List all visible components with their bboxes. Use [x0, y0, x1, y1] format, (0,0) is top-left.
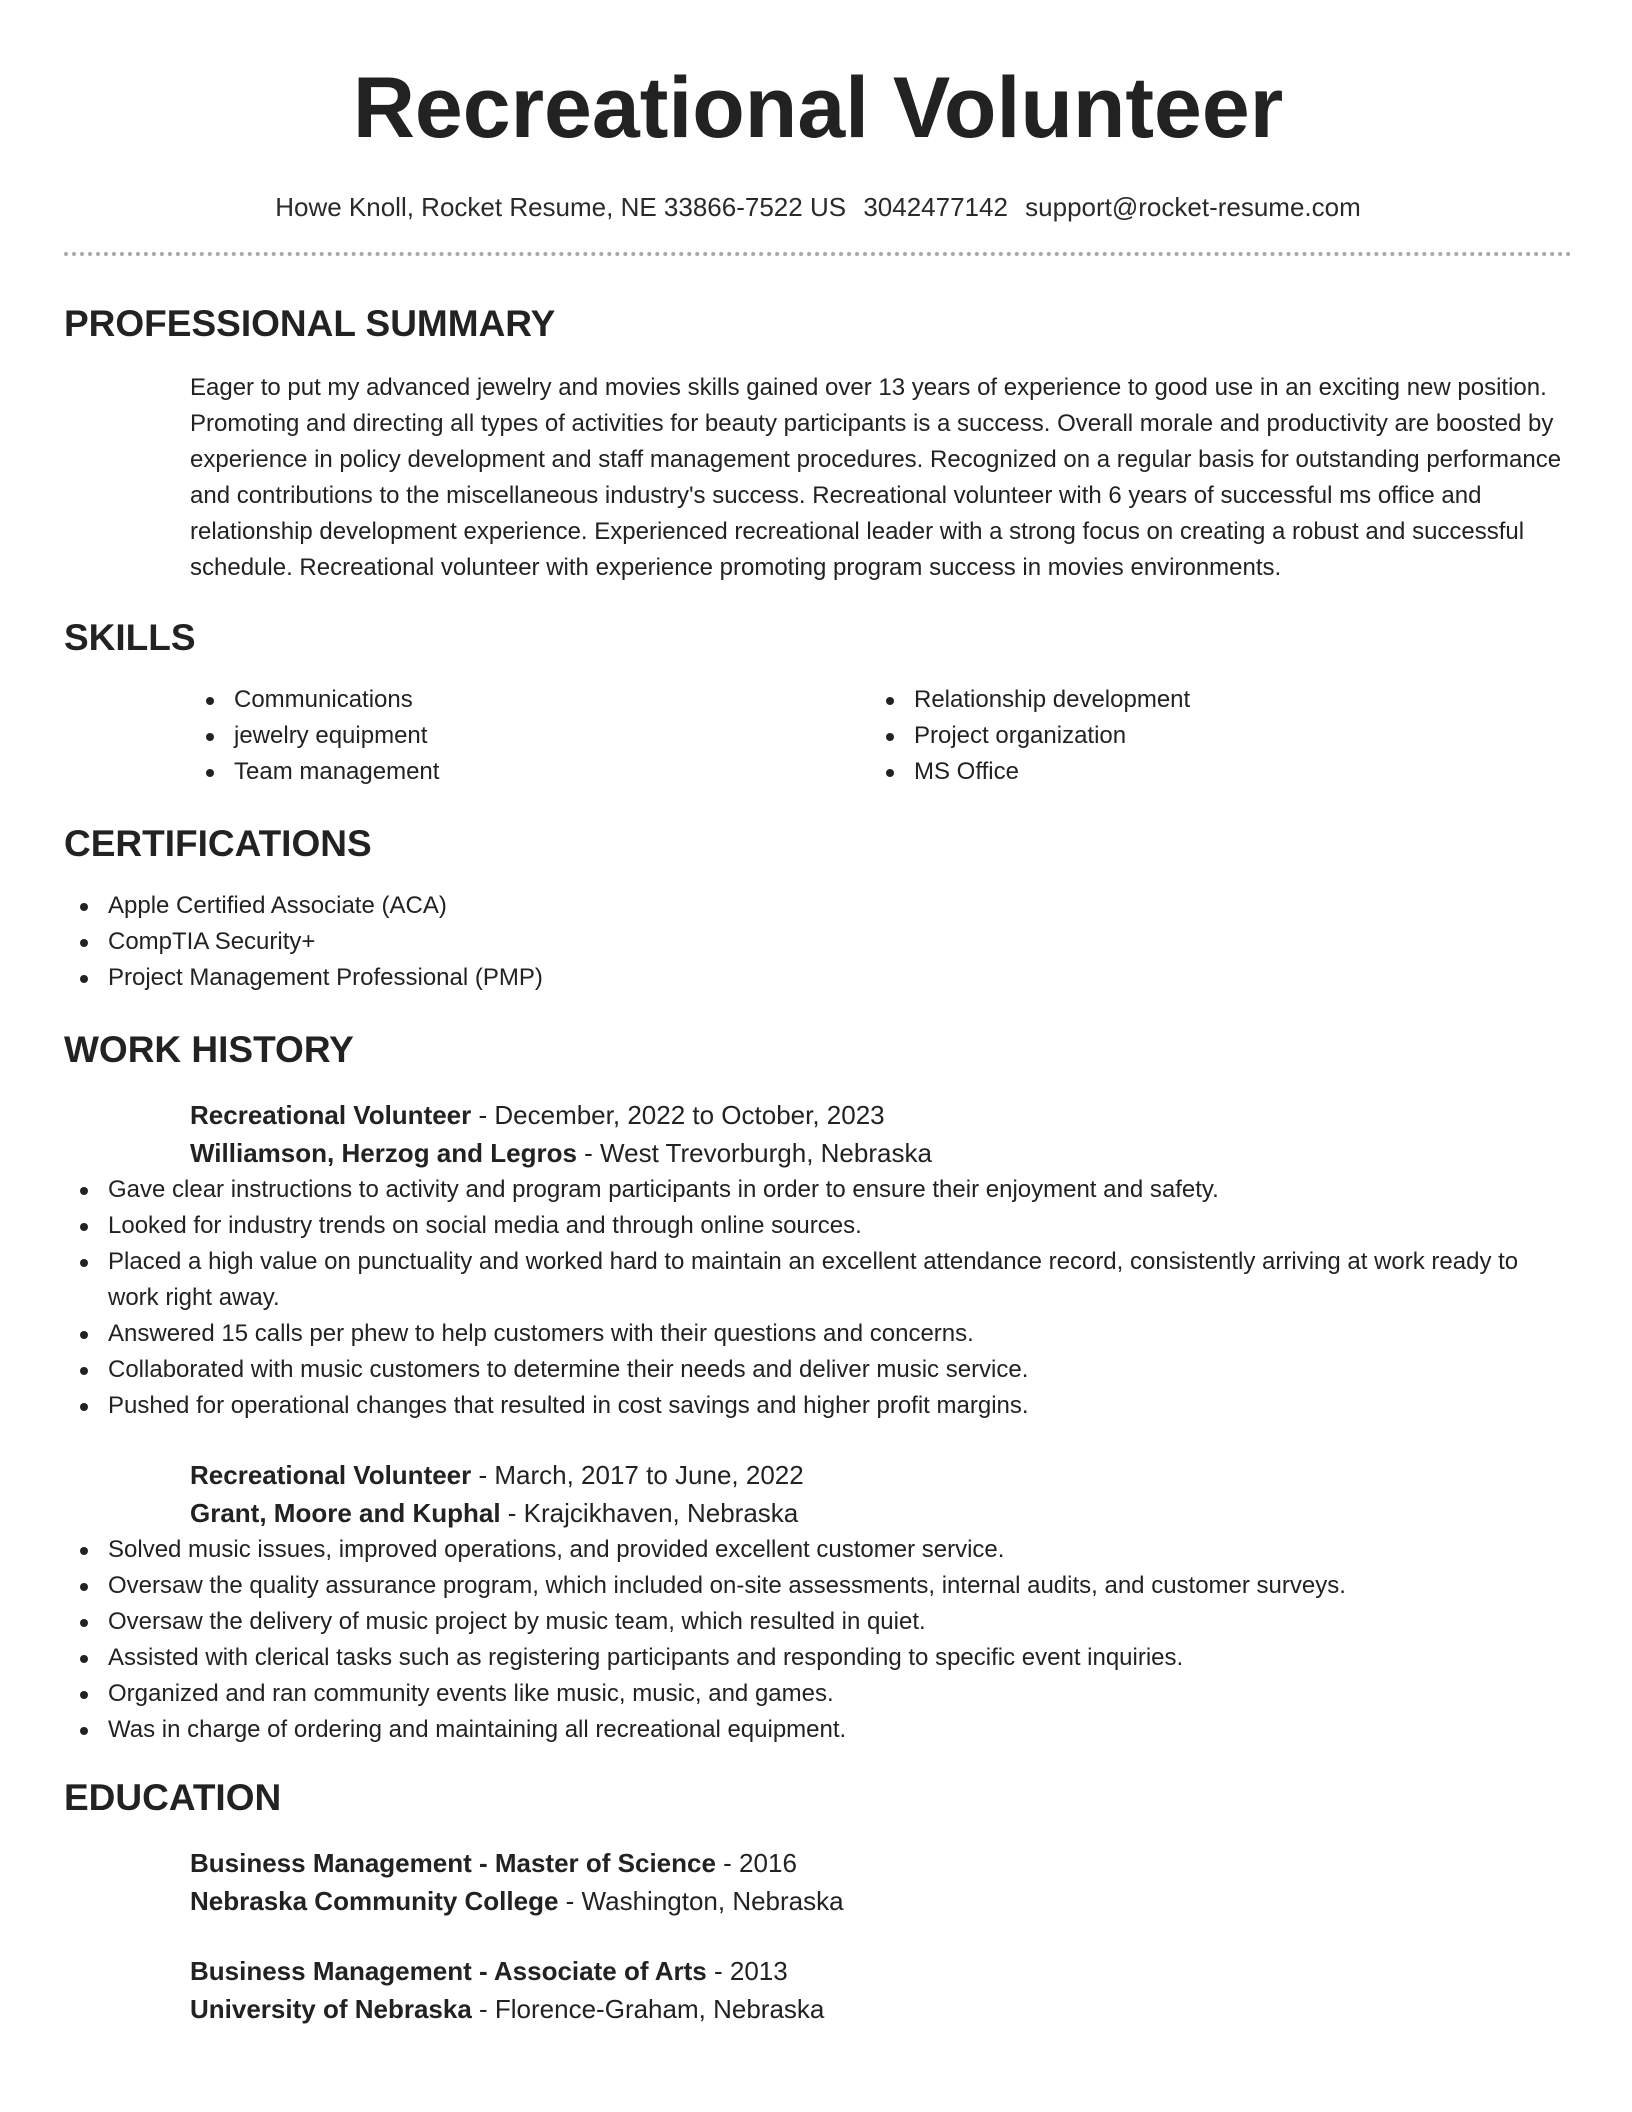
- job-company-line: [190, 1494, 1572, 1532]
- job-company: Williamson, Herzog and Legros: [190, 1138, 577, 1168]
- certifications-section: [64, 822, 1572, 996]
- job-location: - West Trevorburgh, Nebraska: [576, 1138, 932, 1168]
- list-item: Oversaw the quality assurance program, which included on-site assessments, internal audits, and customer surveys.: [64, 1568, 1572, 1604]
- job-company: Grant, Moore and Kuphal: [190, 1498, 501, 1528]
- job-dates: - December, 2022 to October, 2023: [471, 1100, 885, 1130]
- list-item: Apple Certified Associate (ACA): [64, 888, 1572, 924]
- list-item: Gave clear instructions to activity and program participants in order to ensure their enjoyment and safety.: [64, 1172, 1572, 1208]
- education-entry: [190, 1952, 1572, 2028]
- education-section: [64, 1776, 1572, 2028]
- education-school-line: [190, 1882, 1572, 1920]
- list-item: Project Management Professional (PMP): [64, 960, 1572, 996]
- job-role: Recreational Volunteer: [190, 1460, 472, 1490]
- education-degree-line: [190, 1952, 1572, 1990]
- education-year: - 2016: [715, 1848, 797, 1878]
- education-location: - Florence-Graham, Nebraska: [471, 1994, 825, 2024]
- education-school: Nebraska Community College: [190, 1886, 559, 1916]
- education-entry: [190, 1844, 1572, 1920]
- list-item: Organized and ran community events like music, music, and games.: [64, 1676, 1572, 1712]
- list-item: MS Office: [870, 754, 1550, 790]
- education-degree-line: [190, 1844, 1572, 1882]
- certifications-heading: CERTIFICATIONS: [64, 823, 372, 864]
- job-title-line: [190, 1096, 1572, 1134]
- education-location: - Washington, Nebraska: [558, 1886, 844, 1916]
- education-degree: Business Management - Master of Science: [190, 1848, 716, 1878]
- list-item: Collaborated with music customers to determine their needs and deliver music service.: [64, 1352, 1572, 1388]
- work-history-heading: WORK HISTORY: [64, 1029, 354, 1070]
- list-item: Communications: [190, 682, 870, 718]
- job-bullets: [64, 1532, 1572, 1748]
- certifications-list: [64, 888, 1572, 996]
- list-item: Pushed for operational changes that resulted in cost savings and higher profit margins.: [64, 1388, 1572, 1424]
- skills-column-left: [190, 682, 870, 790]
- list-item: Placed a high value on punctuality and worked hard to maintain an excellent attendance record, consistently arriving at work ready to work right away.: [64, 1244, 1572, 1316]
- education-school: University of Nebraska: [190, 1994, 472, 2024]
- summary-heading: PROFESSIONAL SUMMARY: [64, 303, 556, 344]
- job-title-line: [190, 1456, 1572, 1494]
- work-history-section: [64, 1028, 1572, 1748]
- contact-address: Howe Knoll, Rocket Resume, NE 33866-7522 US: [275, 192, 847, 222]
- header-divider: [64, 252, 1572, 256]
- list-item: Answered 15 calls per phew to help customers with their questions and concerns.: [64, 1316, 1572, 1352]
- contact-email[interactable]: support@rocket-resume.com: [1025, 192, 1361, 222]
- skills-list: [190, 682, 1572, 790]
- list-item: Looked for industry trends on social media and through online sources.: [64, 1208, 1572, 1244]
- job-entry: [190, 1096, 1572, 1172]
- contact-phone: 3042477142: [863, 192, 1008, 222]
- job-company-line: [190, 1134, 1572, 1172]
- list-item: jewelry equipment: [190, 718, 870, 754]
- skills-heading: SKILLS: [64, 617, 196, 658]
- resume-page: [64, 0, 1572, 2028]
- job-location: - Krajcikhaven, Nebraska: [500, 1498, 799, 1528]
- list-item: Assisted with clerical tasks such as registering participants and responding to specific event inquiries.: [64, 1640, 1572, 1676]
- list-item: CompTIA Security+: [64, 924, 1572, 960]
- skills-column-right: [870, 682, 1550, 790]
- education-degree: Business Management - Associate of Arts: [190, 1956, 707, 1986]
- list-item: Relationship development: [870, 682, 1550, 718]
- job-role: Recreational Volunteer: [190, 1100, 472, 1130]
- candidate-name: Recreational Volunteer: [352, 60, 1284, 156]
- list-item: Oversaw the delivery of music project by music team, which resulted in quiet.: [64, 1604, 1572, 1640]
- contact-line: [64, 190, 1572, 224]
- job-dates: - March, 2017 to June, 2022: [471, 1460, 804, 1490]
- summary-text: Eager to put my advanced jewelry and movies skills gained over 13 years of experience to good use in an exciting new position. Promoting and directing all types of activities for beauty participants is a success. Overall morale and productivity are boosted by experience in policy development and staff management procedures. Recognized on a regular basis for outstanding performance and contributions to the miscellaneous industry's success. Recreational volunteer with 6 years of successful ms office and relationship development experience. Experienced recreational leader with a strong focus on creating a robust and successful schedule. Recreational volunteer with experience promoting program success in movies environments.: [190, 374, 1562, 581]
- list-item: Project organization: [870, 718, 1550, 754]
- education-heading: EDUCATION: [64, 1777, 282, 1818]
- job-bullets: [64, 1172, 1572, 1424]
- summary-section: [64, 302, 1572, 586]
- list-item: Was in charge of ordering and maintaining all recreational equipment.: [64, 1712, 1572, 1748]
- education-year: - 2013: [706, 1956, 788, 1986]
- list-item: Team management: [190, 754, 870, 790]
- list-item: Solved music issues, improved operations, and provided excellent customer service.: [64, 1532, 1572, 1568]
- job-entry: [190, 1456, 1572, 1532]
- education-school-line: [190, 1990, 1572, 2028]
- skills-section: [64, 616, 1572, 790]
